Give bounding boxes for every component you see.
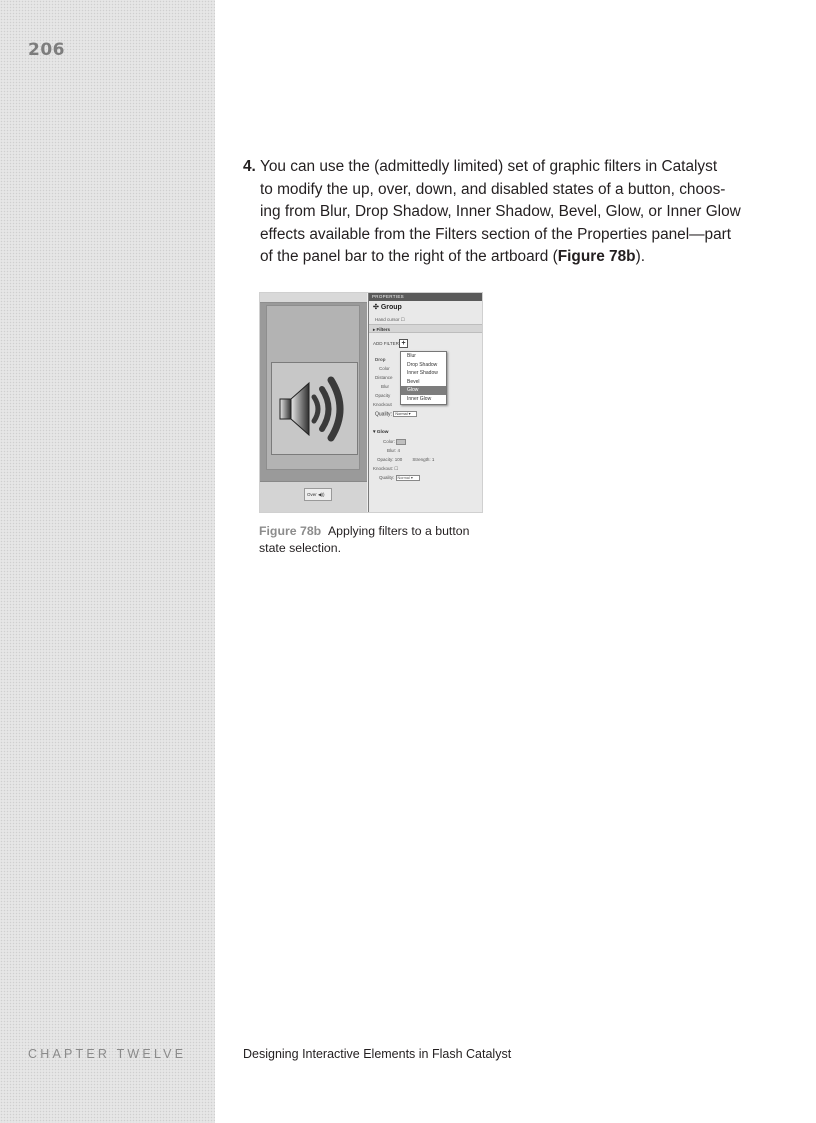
glow-quality-value: Normal [397,475,410,480]
step-line-2: to modify the up, over, down, and disabled states of a button, choos- [260,180,726,198]
states-timeline [260,481,367,512]
group-label: Group [380,304,402,311]
filter-label: Distance [375,375,393,380]
add-filter-label: ADD FILTER [373,341,399,346]
drop-quality-row: Quality: Normal ▾ [375,411,417,417]
glow-quality-select: Normal ▾ [396,475,420,481]
drop-shadow-labels [373,355,399,409]
quality-select: Normal ▾ [393,411,417,417]
timeline-state-label: Over [307,492,317,497]
glow-opacity-value: 100 [394,457,403,462]
properties-panel [368,293,482,512]
glow-filter-section [369,428,483,482]
glow-blur-row: Blur: 4 [387,448,401,453]
hand-cursor-label: Hand cursor [375,317,400,322]
menu-item-glow: Glow [401,386,446,395]
over-state-thumbnail: Over ◀)) [304,488,332,501]
filter-label: Blur [381,384,390,389]
group-heading [369,301,482,315]
artboard [266,305,360,470]
add-filter-button: + [399,339,408,348]
glow-strength-label: Strength [412,457,430,462]
filter-label: Drop [375,357,386,362]
glow-color-row: Color: [369,437,483,446]
menu-item-inner-glow: Inner Glow [407,395,432,402]
artboard-area [260,293,367,481]
glow-strength-value: 1 [431,457,435,462]
page-number: 206 [28,40,65,60]
artboard-ruler [260,293,367,303]
glow-color-swatch [396,439,406,445]
caption-figure-label: Figure 78b [259,524,322,538]
running-title: Designing Interactive Elements in Flash Catalyst [243,1047,512,1061]
step-line-5 [260,246,683,269]
menu-item-bevel: Bevel [407,378,420,385]
page-margin-sidebar [0,0,215,1123]
panel-title: PROPERTIES [369,293,482,301]
group-icon: ✣ [373,304,381,311]
filters-label: Filters [376,327,391,332]
figure-caption [259,523,499,556]
caption-text: Applying filters to a button state selection. [259,524,470,555]
filter-label: Opacity [375,393,391,398]
glow-knockout-label: Knockout [373,466,392,471]
glow-title: ▾ Glow [373,430,389,435]
speaker-icon [278,373,352,445]
glow-quality-row: Quality: Normal ▾ [369,473,483,482]
hand-cursor-row: Hand cursor ☐ [375,317,405,322]
glow-knockout-row: Knockout: ☐ [373,466,399,471]
figure-reference: Figure 78b [557,248,636,265]
step-line-5-end: ). [635,248,645,265]
filter-label: Color [379,366,390,371]
speaker-button-state [271,362,358,455]
filters-section-header: ▸ Filters [369,324,482,333]
glow-blur-label: Blur [387,448,396,453]
glow-color-label: Color [383,439,394,444]
step-line-1: You can use the (admittedly limited) set of graphic filters in Catalyst [260,158,718,175]
filter-label: Knockout [373,402,392,407]
menu-item-blur: Blur [407,353,416,359]
menu-item-drop-shadow: Drop Shadow [407,361,438,368]
quality-label: Quality [375,411,391,418]
step-line-4: effects available from the Filters section of the Properties panel—part [260,225,732,243]
step-line-3: ing from Blur, Drop Shadow, Inner Shadow, Bevel, Glow, or Inner Glow [260,203,741,220]
quality-value: Normal [395,412,408,416]
glow-quality-label: Quality [379,475,394,480]
glow-title-text: Glow [376,430,389,435]
glow-blur-value: 4 [397,448,401,453]
chapter-label: CHAPTER TWELVE [28,1047,187,1061]
glow-opacity-label: Opacity [377,457,393,462]
glow-opacity-row: Opacity: 100 Strength: 1 [377,457,435,462]
figure-78b-screenshot [259,292,483,513]
menu-item-inner-shadow: Inner Shadow [407,370,438,377]
add-filter-menu [400,351,447,405]
step-4-paragraph [243,156,741,269]
step-number: 4. [243,158,256,175]
step-line-5-text: of the panel bar to the right of the artboard ( [260,248,558,265]
